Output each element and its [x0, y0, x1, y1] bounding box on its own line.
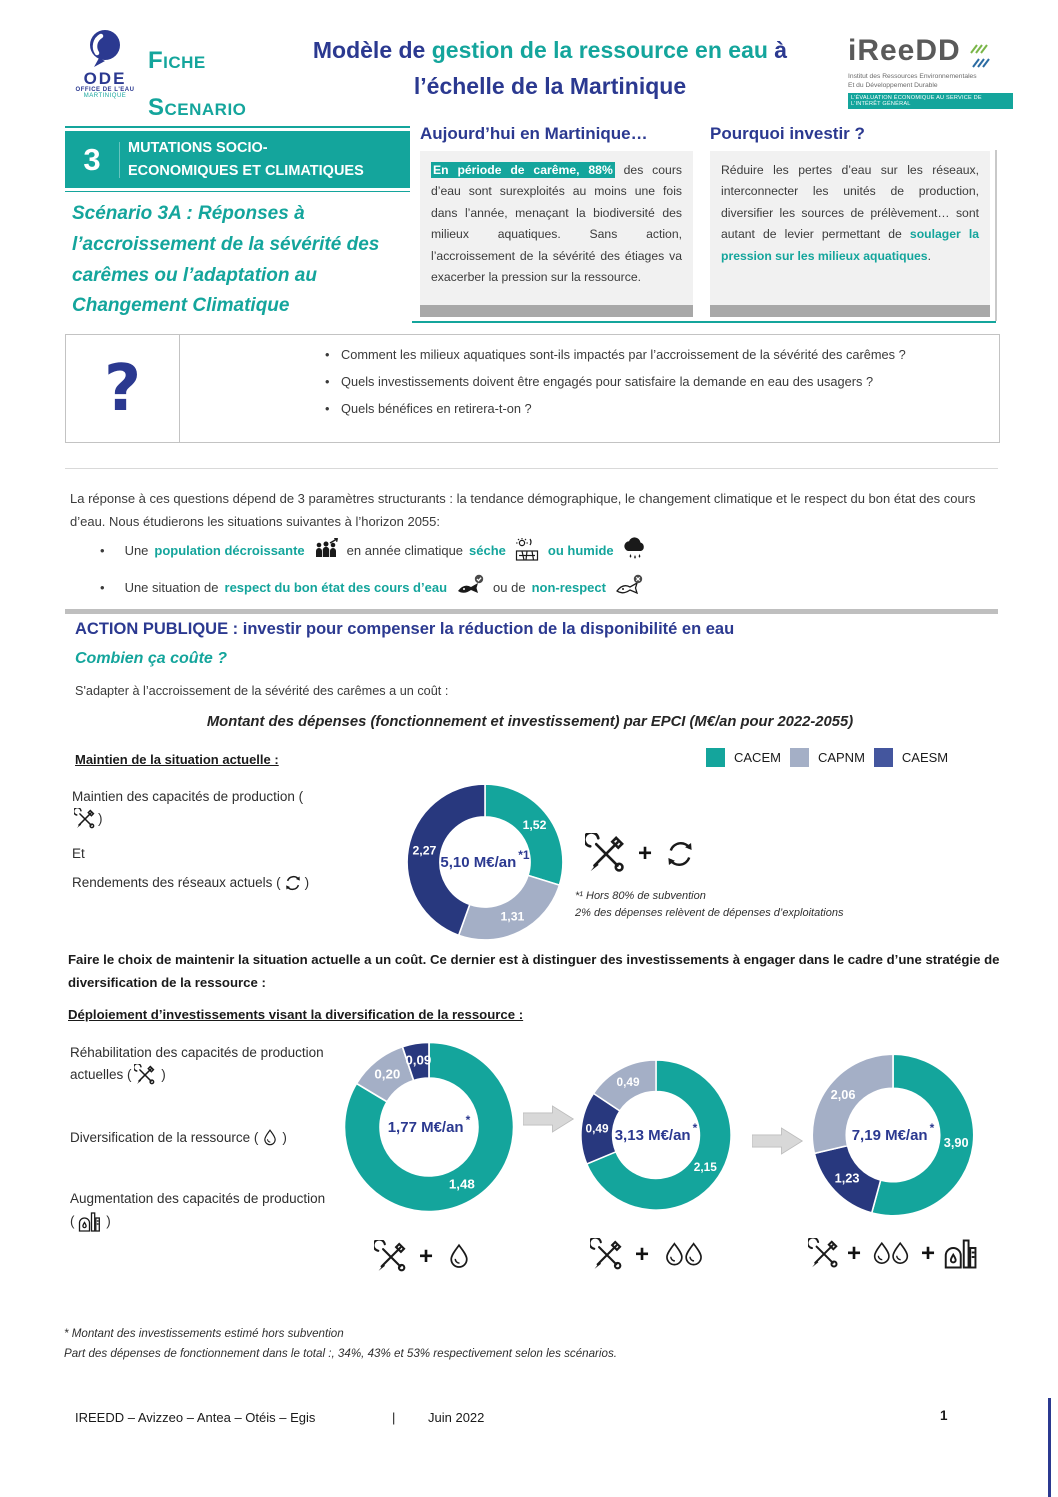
svg-text:1,48: 1,48	[448, 1176, 475, 1192]
donut-center-label: 3,13 M€/an *	[614, 1121, 698, 1144]
tools-icon	[374, 1240, 408, 1274]
plus-sign: +	[638, 840, 653, 867]
plus-sign: +	[419, 1243, 434, 1270]
ode-bubble-icon	[83, 28, 127, 70]
legend-label-cacem: CACEM	[734, 750, 781, 765]
legend-swatch-cacem	[706, 748, 725, 767]
today-heading: Aujourd’hui en Martinique…	[420, 124, 648, 143]
scenario-a-icons	[372, 1240, 476, 1274]
donut-center-label: 5,10 M€/an *1	[440, 848, 530, 871]
scenario-b-icons	[588, 1238, 710, 1272]
chart-legend	[706, 748, 948, 767]
ireedd-subtitle: Institut des Ressources Environnementales Et du Développement Durable	[848, 72, 977, 89]
maintain-label-1: Maintien des capacités de production ( )	[72, 786, 322, 830]
legend-label-caesm: CAESM	[901, 750, 949, 765]
plus-sign: +	[847, 1240, 862, 1267]
water-drops-icon	[868, 1240, 914, 1268]
tools-icon	[585, 833, 627, 875]
doc-type-line1: Fiche	[148, 47, 206, 74]
questions-list	[325, 345, 979, 418]
today-highlight: En période de carême, 88%	[433, 163, 613, 177]
action-publique-heading: ACTION PUBLIQUE : investir pour compenser la réduction de la disponibilité en eau	[75, 620, 735, 638]
footer-date: Juin 2022	[428, 1410, 485, 1425]
deploy-label-2: Diversification de la ressource ( )	[70, 1127, 328, 1149]
svg-text:3,90: 3,90	[943, 1134, 969, 1150]
rain-cloud-icon	[622, 537, 648, 563]
today-body: des cours d’eau sont surexploités au moins une fois dans l’année, menaçant la biodiversité des milieux aquatiques. Sans action, l’accroissement de la sévérité des étiages va exacerber la pression sur la ressource.	[431, 163, 682, 285]
why-period: .	[927, 248, 931, 263]
svg-text:2,15: 2,15	[693, 1159, 717, 1174]
divider-under-questions	[65, 468, 998, 469]
donut-chart-rehabilitation	[340, 1038, 518, 1216]
donut-chart-maintien	[403, 780, 567, 944]
page-title	[255, 33, 845, 104]
maintain-heading: Maintien de la situation actuelle :	[75, 752, 279, 767]
page-title-line1: Modèle de gestion de la ressource en eau à	[312, 37, 788, 63]
footer-authors: IREEDD – Avizzeo – Antea – Otéis – Egis	[75, 1410, 316, 1425]
donut-center-label: 7,19 M€/an *	[851, 1121, 935, 1144]
ireedd-wordmark: iReeDD	[848, 34, 961, 67]
water-drop-icon	[260, 1128, 280, 1148]
dry-climate-icon	[514, 537, 540, 563]
water-drops-icon	[660, 1240, 708, 1270]
question-item: • Comment les milieux aquatiques sont-ils impactés par l’accroissement de la sévérité des carêmes ?	[325, 345, 979, 365]
question-item: • Quels investissements doivent être engagés pour satisfaire la demande en eau des usagers ?	[325, 372, 979, 392]
maintain-label-et: Et	[72, 846, 85, 861]
plus-sign: +	[921, 1240, 936, 1267]
question-item: • Quels bénéfices en retirera-t-on ?	[325, 399, 979, 419]
ode-wordmark: ODE	[83, 69, 127, 88]
plus-sign: +	[635, 1241, 650, 1268]
production-plant-icon	[77, 1210, 101, 1234]
section-banner	[65, 131, 410, 188]
divider-vertical-right	[995, 150, 997, 321]
middle-paragraph: Faire le choix de maintenir la situation actuelle a un coût. Ce dernier est à distinguer des investissements à engager dans le cadre d’une stratégie de diversification de la ressource :	[68, 952, 1000, 991]
svg-text:0,20: 0,20	[374, 1066, 401, 1082]
svg-text:0,49: 0,49	[616, 1074, 640, 1089]
doc-type-line2: Scenario	[148, 93, 247, 121]
cost-intro: S'adapter à l’accroissement de la sévérité des carêmes a un coût :	[75, 684, 449, 698]
svg-text:2,27: 2,27	[412, 843, 437, 858]
ode-region-label: MARTINIQUE	[83, 93, 127, 99]
why-box-shadow	[710, 305, 990, 317]
deploy-label-1: Réhabilitation des capacités de production actuelles ( )	[70, 1042, 328, 1086]
bullet-dot: •	[100, 542, 105, 558]
why-body: Réduire les pertes d’eau sur les réseaux, interconnecter les unités de production, diversifier les sources de prélèvement… sont autant de levier permettant de	[721, 163, 979, 242]
legend-label-capnm: CAPNM	[817, 750, 865, 765]
arrow-right-icon	[752, 1124, 804, 1163]
question-mark-icon: ?	[103, 351, 142, 426]
divider-teal-right	[412, 321, 996, 323]
chart-title: Montant des dépenses (fonctionnement et investissement) par EPCI (M€/an pour 2022-2055)	[206, 714, 854, 730]
svg-text:0,49: 0,49	[585, 1121, 609, 1136]
ode-logo	[66, 28, 144, 99]
svg-text:0,09: 0,09	[405, 1052, 432, 1068]
deploy-label-3: Augmentation des capacités de production ( )	[70, 1188, 328, 1234]
ode-office-label: OFFICE DE L'EAU	[75, 87, 135, 93]
section-title: MUTATIONS SOCIO- ECONOMIQUES ET CLIMATIQUES	[128, 140, 364, 179]
population-icon	[313, 538, 339, 562]
scenario-title: Scénario 3A : Réponses à l’accroissement de la sévérité des carêmes ou l’adaptation au Changement Climatique	[72, 203, 380, 317]
footer-separator: |	[392, 1410, 396, 1425]
divider-teal-top	[65, 126, 410, 128]
ireedd-logo	[848, 36, 1013, 109]
donut-center-label: 1,77 M€/an *	[387, 1113, 471, 1136]
ireedd-tagline: L’ÉVALUATION ÉCONOMIQUE AU SERVICE DE L’INTÉRÊT GÉNÉRAL	[848, 93, 1013, 109]
today-box-shadow	[420, 305, 693, 317]
recycle-icon	[663, 837, 697, 871]
svg-text:1,23: 1,23	[834, 1170, 860, 1186]
parameter-bullet-2: • Une situation de respect du bon état des cours d’eau ou de non-respect	[100, 574, 646, 600]
deploy-heading: Déploiement d’investissements visant la diversification de la ressource :	[68, 1007, 524, 1022]
parameter-bullet-1: • Une population décroissante en année climatique séche ou humide	[100, 537, 650, 563]
ireedd-hatch-icon	[967, 43, 993, 69]
bottom-footnotes: * Montant des investissements estimé hors subvention Part des dépenses de fonctionnement dans le total :, 34%, 43% et 53% respectivement selon les scénarios.	[64, 1327, 617, 1360]
maintain-label-3: Rendements des réseaux actuels ( )	[72, 872, 322, 894]
water-drop-icon	[444, 1242, 474, 1272]
maintien-icons	[583, 833, 699, 875]
questions-cell	[180, 335, 999, 442]
doc-type	[148, 38, 246, 132]
legend-swatch-caesm	[874, 748, 893, 767]
tools-icon	[74, 808, 96, 830]
production-plant-icon	[942, 1236, 978, 1272]
cost-heading: Combien ça coûte ?	[75, 650, 228, 667]
why-box	[710, 151, 990, 305]
svg-text:1,52: 1,52	[522, 817, 547, 832]
svg-text:2,06: 2,06	[830, 1086, 856, 1102]
arrow-right-icon	[523, 1102, 575, 1141]
donut-chart-diversification	[577, 1056, 735, 1214]
section-number: 3	[65, 142, 120, 178]
question-mark-cell	[66, 335, 180, 442]
bullet-dot: •	[100, 579, 105, 595]
divider-gray-thick	[65, 609, 998, 614]
divider-teal-bottom	[65, 191, 410, 192]
questions-table	[65, 334, 1000, 443]
fish-cross-icon	[614, 574, 644, 600]
today-box	[420, 151, 693, 305]
divider-navy-right	[1048, 1398, 1051, 1497]
why-heading: Pourquoi investir ?	[710, 124, 865, 143]
tools-icon	[134, 1064, 156, 1086]
page-title-line2: l’échelle de la Martinique	[413, 72, 687, 99]
tools-icon	[590, 1238, 624, 1272]
recycle-icon	[283, 873, 303, 893]
tools-icon	[808, 1238, 840, 1270]
donut-chart-augmentation	[808, 1050, 978, 1220]
subvention-footnote: *¹ Hors 80% de subvention 2% des dépenses relèvent de dépenses d’exploitations	[575, 890, 844, 920]
svg-text:1,31: 1,31	[500, 909, 525, 924]
fish-check-icon	[455, 574, 485, 600]
page-number: 1	[940, 1408, 948, 1423]
legend-swatch-capnm	[790, 748, 809, 767]
why-emphasis: soulager la pression sur les milieux aquatiques	[721, 227, 979, 263]
scenario-c-icons	[806, 1236, 980, 1272]
parameters-intro: La réponse à ces questions dépend de 3 paramètres structurants : la tendance démographique, le changement climatique et le respect du bon état des cours d’eau. Nous étudierons les situations suivantes à l’horizon 2055:	[70, 491, 976, 530]
